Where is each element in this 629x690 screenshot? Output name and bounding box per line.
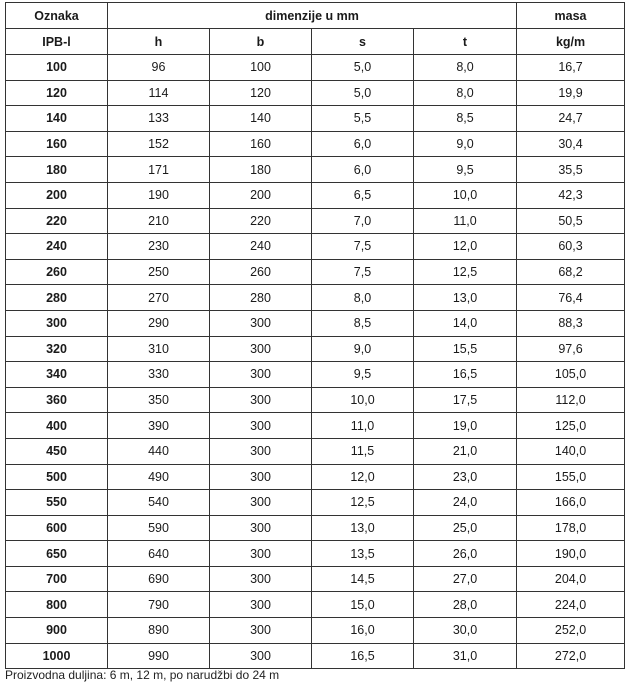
cell-b: 100 bbox=[210, 55, 312, 81]
cell-b: 300 bbox=[210, 387, 312, 413]
table-row bbox=[6, 541, 625, 567]
header-row-2 bbox=[6, 29, 625, 55]
table-row bbox=[6, 182, 625, 208]
table-row bbox=[6, 285, 625, 311]
cell-masa: 204,0 bbox=[517, 566, 625, 592]
cell-masa: 30,4 bbox=[517, 131, 625, 157]
cell-s: 14,5 bbox=[312, 566, 414, 592]
cell-oz: 550 bbox=[6, 490, 108, 516]
cell-b: 280 bbox=[210, 285, 312, 311]
cell-h: 96 bbox=[108, 55, 210, 81]
table-row bbox=[6, 438, 625, 464]
cell-masa: 224,0 bbox=[517, 592, 625, 618]
cell-b: 300 bbox=[210, 362, 312, 388]
cell-t: 12,0 bbox=[414, 234, 517, 260]
table-row bbox=[6, 413, 625, 439]
cell-t: 8,5 bbox=[414, 106, 517, 132]
cell-b: 220 bbox=[210, 208, 312, 234]
cell-t: 21,0 bbox=[414, 438, 517, 464]
cell-s: 11,0 bbox=[312, 413, 414, 439]
col-header-s: s bbox=[312, 29, 414, 55]
col-header-dimenzije: dimenzije u mm bbox=[108, 3, 517, 29]
cell-oz: 200 bbox=[6, 182, 108, 208]
cell-h: 330 bbox=[108, 362, 210, 388]
cell-t: 30,0 bbox=[414, 618, 517, 644]
cell-masa: 50,5 bbox=[517, 208, 625, 234]
cell-t: 15,5 bbox=[414, 336, 517, 362]
cell-s: 10,0 bbox=[312, 387, 414, 413]
cell-b: 300 bbox=[210, 438, 312, 464]
cell-masa: 19,9 bbox=[517, 80, 625, 106]
cell-oz: 700 bbox=[6, 566, 108, 592]
cell-h: 114 bbox=[108, 80, 210, 106]
cell-t: 14,0 bbox=[414, 310, 517, 336]
cell-masa: 155,0 bbox=[517, 464, 625, 490]
cell-s: 6,5 bbox=[312, 182, 414, 208]
cell-h: 490 bbox=[108, 464, 210, 490]
cell-t: 19,0 bbox=[414, 413, 517, 439]
cell-masa: 16,7 bbox=[517, 55, 625, 81]
table-row bbox=[6, 362, 625, 388]
cell-oz: 320 bbox=[6, 336, 108, 362]
cell-s: 8,0 bbox=[312, 285, 414, 311]
cell-h: 230 bbox=[108, 234, 210, 260]
cell-b: 160 bbox=[210, 131, 312, 157]
header-row-1 bbox=[6, 3, 625, 29]
cell-h: 133 bbox=[108, 106, 210, 132]
cell-masa: 190,0 bbox=[517, 541, 625, 567]
table-row bbox=[6, 515, 625, 541]
col-header-oznaka: Oznaka bbox=[6, 3, 108, 29]
cell-h: 171 bbox=[108, 157, 210, 183]
cell-t: 9,0 bbox=[414, 131, 517, 157]
cell-s: 5,0 bbox=[312, 55, 414, 81]
cell-oz: 650 bbox=[6, 541, 108, 567]
cell-oz: 400 bbox=[6, 413, 108, 439]
cell-t: 26,0 bbox=[414, 541, 517, 567]
cell-s: 13,5 bbox=[312, 541, 414, 567]
cell-t: 17,5 bbox=[414, 387, 517, 413]
cell-h: 590 bbox=[108, 515, 210, 541]
cell-masa: 76,4 bbox=[517, 285, 625, 311]
cell-s: 7,0 bbox=[312, 208, 414, 234]
table-row bbox=[6, 566, 625, 592]
cell-masa: 35,5 bbox=[517, 157, 625, 183]
cell-masa: 125,0 bbox=[517, 413, 625, 439]
cell-oz: 140 bbox=[6, 106, 108, 132]
table-body bbox=[6, 55, 625, 669]
cell-t: 9,5 bbox=[414, 157, 517, 183]
cell-h: 210 bbox=[108, 208, 210, 234]
cell-t: 25,0 bbox=[414, 515, 517, 541]
cell-s: 9,0 bbox=[312, 336, 414, 362]
cell-s: 12,5 bbox=[312, 490, 414, 516]
table-row bbox=[6, 592, 625, 618]
cell-masa: 68,2 bbox=[517, 259, 625, 285]
col-header-h: h bbox=[108, 29, 210, 55]
cell-t: 24,0 bbox=[414, 490, 517, 516]
cell-oz: 300 bbox=[6, 310, 108, 336]
cell-s: 11,5 bbox=[312, 438, 414, 464]
cell-t: 28,0 bbox=[414, 592, 517, 618]
cell-oz: 340 bbox=[6, 362, 108, 388]
cell-masa: 252,0 bbox=[517, 618, 625, 644]
cell-h: 390 bbox=[108, 413, 210, 439]
cell-s: 7,5 bbox=[312, 234, 414, 260]
footer-note: Proizvodna duljina: 6 m, 12 m, po narudžbi do 24 m bbox=[5, 668, 280, 682]
cell-h: 440 bbox=[108, 438, 210, 464]
col-header-b: b bbox=[210, 29, 312, 55]
cell-t: 31,0 bbox=[414, 643, 517, 669]
cell-b: 300 bbox=[210, 336, 312, 362]
cell-oz: 240 bbox=[6, 234, 108, 260]
cell-t: 12,5 bbox=[414, 259, 517, 285]
cell-s: 5,0 bbox=[312, 80, 414, 106]
table-row bbox=[6, 106, 625, 132]
table-row bbox=[6, 387, 625, 413]
cell-t: 10,0 bbox=[414, 182, 517, 208]
table-row bbox=[6, 259, 625, 285]
cell-oz: 1000 bbox=[6, 643, 108, 669]
cell-h: 190 bbox=[108, 182, 210, 208]
cell-s: 12,0 bbox=[312, 464, 414, 490]
cell-s: 13,0 bbox=[312, 515, 414, 541]
cell-h: 990 bbox=[108, 643, 210, 669]
cell-t: 8,0 bbox=[414, 55, 517, 81]
profile-table bbox=[5, 2, 625, 669]
cell-h: 350 bbox=[108, 387, 210, 413]
col-header-type: IPB-l bbox=[6, 29, 108, 55]
cell-h: 890 bbox=[108, 618, 210, 644]
cell-masa: 24,7 bbox=[517, 106, 625, 132]
cell-oz: 900 bbox=[6, 618, 108, 644]
table-row bbox=[6, 643, 625, 669]
cell-t: 8,0 bbox=[414, 80, 517, 106]
cell-oz: 100 bbox=[6, 55, 108, 81]
cell-t: 27,0 bbox=[414, 566, 517, 592]
cell-b: 300 bbox=[210, 643, 312, 669]
cell-t: 13,0 bbox=[414, 285, 517, 311]
cell-b: 300 bbox=[210, 618, 312, 644]
cell-masa: 178,0 bbox=[517, 515, 625, 541]
cell-masa: 105,0 bbox=[517, 362, 625, 388]
cell-s: 9,5 bbox=[312, 362, 414, 388]
cell-t: 11,0 bbox=[414, 208, 517, 234]
cell-b: 300 bbox=[210, 515, 312, 541]
table-row bbox=[6, 336, 625, 362]
cell-s: 6,0 bbox=[312, 131, 414, 157]
cell-b: 200 bbox=[210, 182, 312, 208]
cell-masa: 60,3 bbox=[517, 234, 625, 260]
table-row bbox=[6, 234, 625, 260]
table-row bbox=[6, 464, 625, 490]
cell-masa: 112,0 bbox=[517, 387, 625, 413]
cell-h: 790 bbox=[108, 592, 210, 618]
cell-b: 300 bbox=[210, 413, 312, 439]
table-row bbox=[6, 157, 625, 183]
cell-h: 290 bbox=[108, 310, 210, 336]
cell-oz: 360 bbox=[6, 387, 108, 413]
cell-s: 16,0 bbox=[312, 618, 414, 644]
cell-b: 260 bbox=[210, 259, 312, 285]
cell-oz: 500 bbox=[6, 464, 108, 490]
cell-s: 16,5 bbox=[312, 643, 414, 669]
cell-masa: 42,3 bbox=[517, 182, 625, 208]
cell-oz: 450 bbox=[6, 438, 108, 464]
col-header-unit: kg/m bbox=[517, 29, 625, 55]
cell-h: 152 bbox=[108, 131, 210, 157]
cell-h: 540 bbox=[108, 490, 210, 516]
cell-s: 8,5 bbox=[312, 310, 414, 336]
table-row bbox=[6, 310, 625, 336]
cell-oz: 120 bbox=[6, 80, 108, 106]
cell-s: 6,0 bbox=[312, 157, 414, 183]
col-header-masa: masa bbox=[517, 3, 625, 29]
col-header-t: t bbox=[414, 29, 517, 55]
table-row bbox=[6, 208, 625, 234]
cell-b: 240 bbox=[210, 234, 312, 260]
cell-b: 140 bbox=[210, 106, 312, 132]
cell-b: 300 bbox=[210, 464, 312, 490]
table-row bbox=[6, 618, 625, 644]
cell-b: 300 bbox=[210, 310, 312, 336]
cell-t: 16,5 bbox=[414, 362, 517, 388]
cell-h: 690 bbox=[108, 566, 210, 592]
cell-oz: 600 bbox=[6, 515, 108, 541]
cell-oz: 220 bbox=[6, 208, 108, 234]
cell-masa: 140,0 bbox=[517, 438, 625, 464]
cell-h: 250 bbox=[108, 259, 210, 285]
cell-b: 300 bbox=[210, 541, 312, 567]
cell-b: 300 bbox=[210, 490, 312, 516]
cell-oz: 280 bbox=[6, 285, 108, 311]
cell-t: 23,0 bbox=[414, 464, 517, 490]
cell-h: 640 bbox=[108, 541, 210, 567]
cell-oz: 160 bbox=[6, 131, 108, 157]
cell-s: 5,5 bbox=[312, 106, 414, 132]
cell-b: 300 bbox=[210, 566, 312, 592]
cell-oz: 260 bbox=[6, 259, 108, 285]
cell-masa: 88,3 bbox=[517, 310, 625, 336]
cell-s: 15,0 bbox=[312, 592, 414, 618]
cell-h: 310 bbox=[108, 336, 210, 362]
cell-h: 270 bbox=[108, 285, 210, 311]
cell-masa: 97,6 bbox=[517, 336, 625, 362]
cell-oz: 180 bbox=[6, 157, 108, 183]
cell-s: 7,5 bbox=[312, 259, 414, 285]
table-row bbox=[6, 131, 625, 157]
cell-b: 180 bbox=[210, 157, 312, 183]
cell-b: 120 bbox=[210, 80, 312, 106]
cell-masa: 166,0 bbox=[517, 490, 625, 516]
cell-masa: 272,0 bbox=[517, 643, 625, 669]
cell-oz: 800 bbox=[6, 592, 108, 618]
cell-b: 300 bbox=[210, 592, 312, 618]
table-row bbox=[6, 80, 625, 106]
table-row bbox=[6, 55, 625, 81]
table-row bbox=[6, 490, 625, 516]
